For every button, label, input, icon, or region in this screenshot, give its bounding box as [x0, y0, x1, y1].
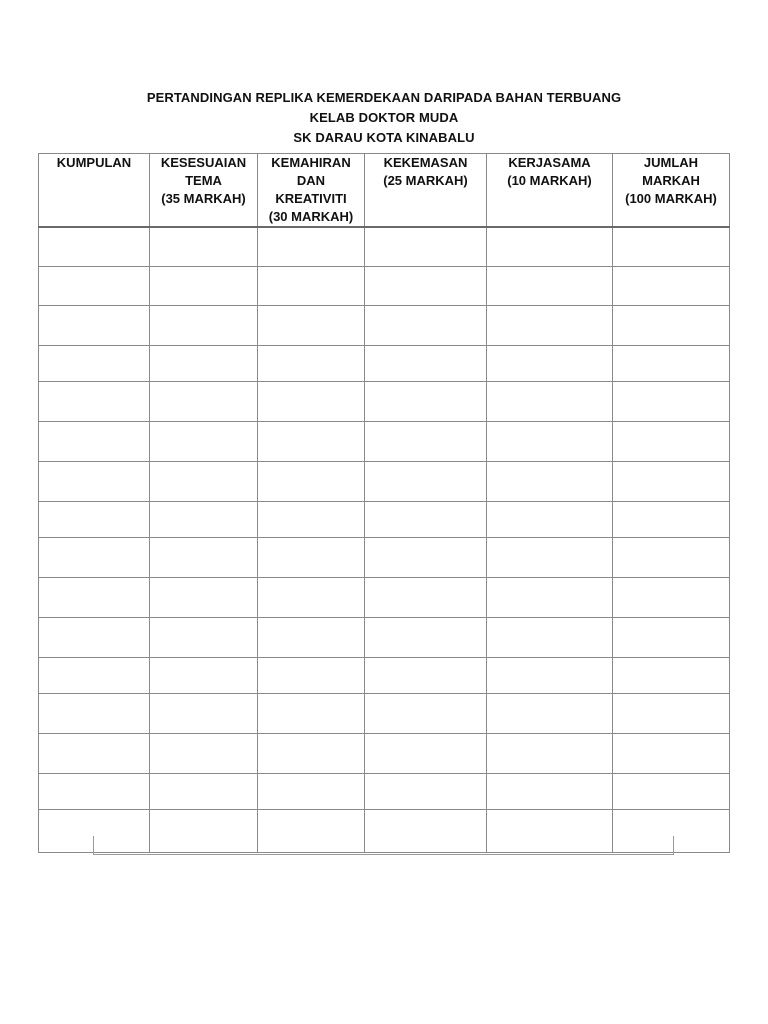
table-cell	[39, 382, 150, 422]
table-cell	[613, 658, 730, 694]
document-title-block	[0, 88, 768, 148]
table-cell	[258, 502, 365, 538]
table-cell	[150, 578, 258, 618]
table-cell	[150, 382, 258, 422]
table-cell	[487, 502, 613, 538]
table-cell	[39, 422, 150, 462]
table-cell	[365, 306, 487, 346]
table-row	[39, 538, 730, 578]
table-cell	[258, 538, 365, 578]
header-jumlah-markah: JUMLAH MARKAH (100 MARKAH)	[625, 155, 717, 206]
table-row	[39, 306, 730, 346]
table-cell	[258, 694, 365, 734]
table-cell	[613, 694, 730, 734]
table-cell	[365, 346, 487, 382]
table-cell	[150, 694, 258, 734]
table-cell	[39, 694, 150, 734]
table-cell	[487, 306, 613, 346]
table-cell	[487, 267, 613, 306]
table-cell	[150, 774, 258, 810]
table-cell	[150, 227, 258, 267]
table-cell	[365, 538, 487, 578]
table-cell	[258, 658, 365, 694]
header-kekemasan: KEKEMASAN (25 MARKAH)	[383, 155, 468, 188]
table-cell	[39, 306, 150, 346]
table-row	[39, 578, 730, 618]
table-cell	[258, 578, 365, 618]
table-cell	[150, 618, 258, 658]
table-cell	[487, 658, 613, 694]
table-row	[39, 774, 730, 810]
table-cell	[258, 306, 365, 346]
table-row	[39, 462, 730, 502]
table-cell	[258, 618, 365, 658]
table-cell	[365, 462, 487, 502]
table-row	[39, 346, 730, 382]
table-cell	[258, 382, 365, 422]
table-cell	[365, 502, 487, 538]
table-cell	[365, 267, 487, 306]
table-cell	[258, 734, 365, 774]
table-cell	[39, 774, 150, 810]
header-kemahiran-kreativiti: KEMAHIRAN DAN KREATIVITI (30 MARKAH)	[268, 155, 354, 224]
table-cell	[487, 774, 613, 810]
table-cell	[613, 618, 730, 658]
table-cell	[150, 538, 258, 578]
header-kumpulan: KUMPULAN	[56, 155, 132, 170]
table-cell	[613, 422, 730, 462]
table-cell	[613, 227, 730, 267]
table-row	[39, 658, 730, 694]
table-cell	[487, 618, 613, 658]
table-row	[39, 227, 730, 267]
footer-strip	[93, 836, 674, 855]
table-cell	[39, 227, 150, 267]
table-cell	[39, 267, 150, 306]
table-cell	[613, 267, 730, 306]
table-cell	[39, 734, 150, 774]
table-cell	[39, 538, 150, 578]
table-cell	[150, 658, 258, 694]
table-cell	[487, 538, 613, 578]
table-row	[39, 267, 730, 306]
table-cell	[150, 462, 258, 502]
table-cell	[258, 462, 365, 502]
header-cell-kumpulan	[39, 154, 150, 228]
table-cell	[365, 227, 487, 267]
table-cell	[613, 578, 730, 618]
table-cell	[613, 346, 730, 382]
table-row	[39, 734, 730, 774]
header-cell-kekemasan	[365, 154, 487, 228]
header-cell-kesesuaian-tema	[150, 154, 258, 228]
table-cell	[365, 694, 487, 734]
table-cell	[365, 618, 487, 658]
table-cell	[487, 227, 613, 267]
table-cell	[613, 538, 730, 578]
table-cell	[365, 774, 487, 810]
table-row	[39, 618, 730, 658]
table-cell	[613, 734, 730, 774]
table-cell	[487, 734, 613, 774]
table-cell	[258, 227, 365, 267]
table-cell	[613, 774, 730, 810]
table-cell	[39, 618, 150, 658]
header-cell-kemahiran-kreativiti	[258, 154, 365, 228]
club-name: KELAB DOKTOR MUDA	[309, 110, 459, 125]
table-cell	[365, 658, 487, 694]
table-cell	[258, 774, 365, 810]
table-cell	[39, 462, 150, 502]
header-kerjasama: KERJASAMA (10 MARKAH)	[507, 155, 592, 188]
table-cell	[613, 502, 730, 538]
table-cell	[150, 346, 258, 382]
header-kesesuaian-tema: KESESUAIAN TEMA (35 MARKAH)	[160, 155, 247, 206]
document-title: PERTANDINGAN REPLIKA KEMERDEKAAN DARIPADA BAHAN TERBUANG	[146, 90, 622, 105]
table-cell	[365, 578, 487, 618]
table-cell	[487, 382, 613, 422]
score-table-body	[39, 227, 730, 853]
table-cell	[613, 306, 730, 346]
table-cell	[150, 734, 258, 774]
school-name: SK DARAU KOTA KINABALU	[293, 130, 475, 145]
header-cell-kerjasama	[487, 154, 613, 228]
table-cell	[613, 462, 730, 502]
table-cell	[487, 346, 613, 382]
table-cell	[258, 267, 365, 306]
table-cell	[613, 382, 730, 422]
table-cell	[365, 422, 487, 462]
table-cell	[150, 502, 258, 538]
table-row	[39, 422, 730, 462]
table-cell	[39, 658, 150, 694]
table-cell	[487, 462, 613, 502]
table-cell	[487, 578, 613, 618]
table-cell	[39, 578, 150, 618]
score-table	[38, 153, 730, 853]
header-row	[39, 154, 730, 228]
table-cell	[258, 422, 365, 462]
table-cell	[365, 382, 487, 422]
table-cell	[258, 346, 365, 382]
table-cell	[365, 734, 487, 774]
table-row	[39, 502, 730, 538]
table-cell	[150, 267, 258, 306]
table-cell	[39, 346, 150, 382]
table-cell	[487, 694, 613, 734]
table-cell	[39, 502, 150, 538]
table-row	[39, 694, 730, 734]
table-cell	[150, 306, 258, 346]
table-cell	[150, 422, 258, 462]
table-row	[39, 382, 730, 422]
header-cell-jumlah-markah	[613, 154, 730, 228]
table-cell	[487, 422, 613, 462]
